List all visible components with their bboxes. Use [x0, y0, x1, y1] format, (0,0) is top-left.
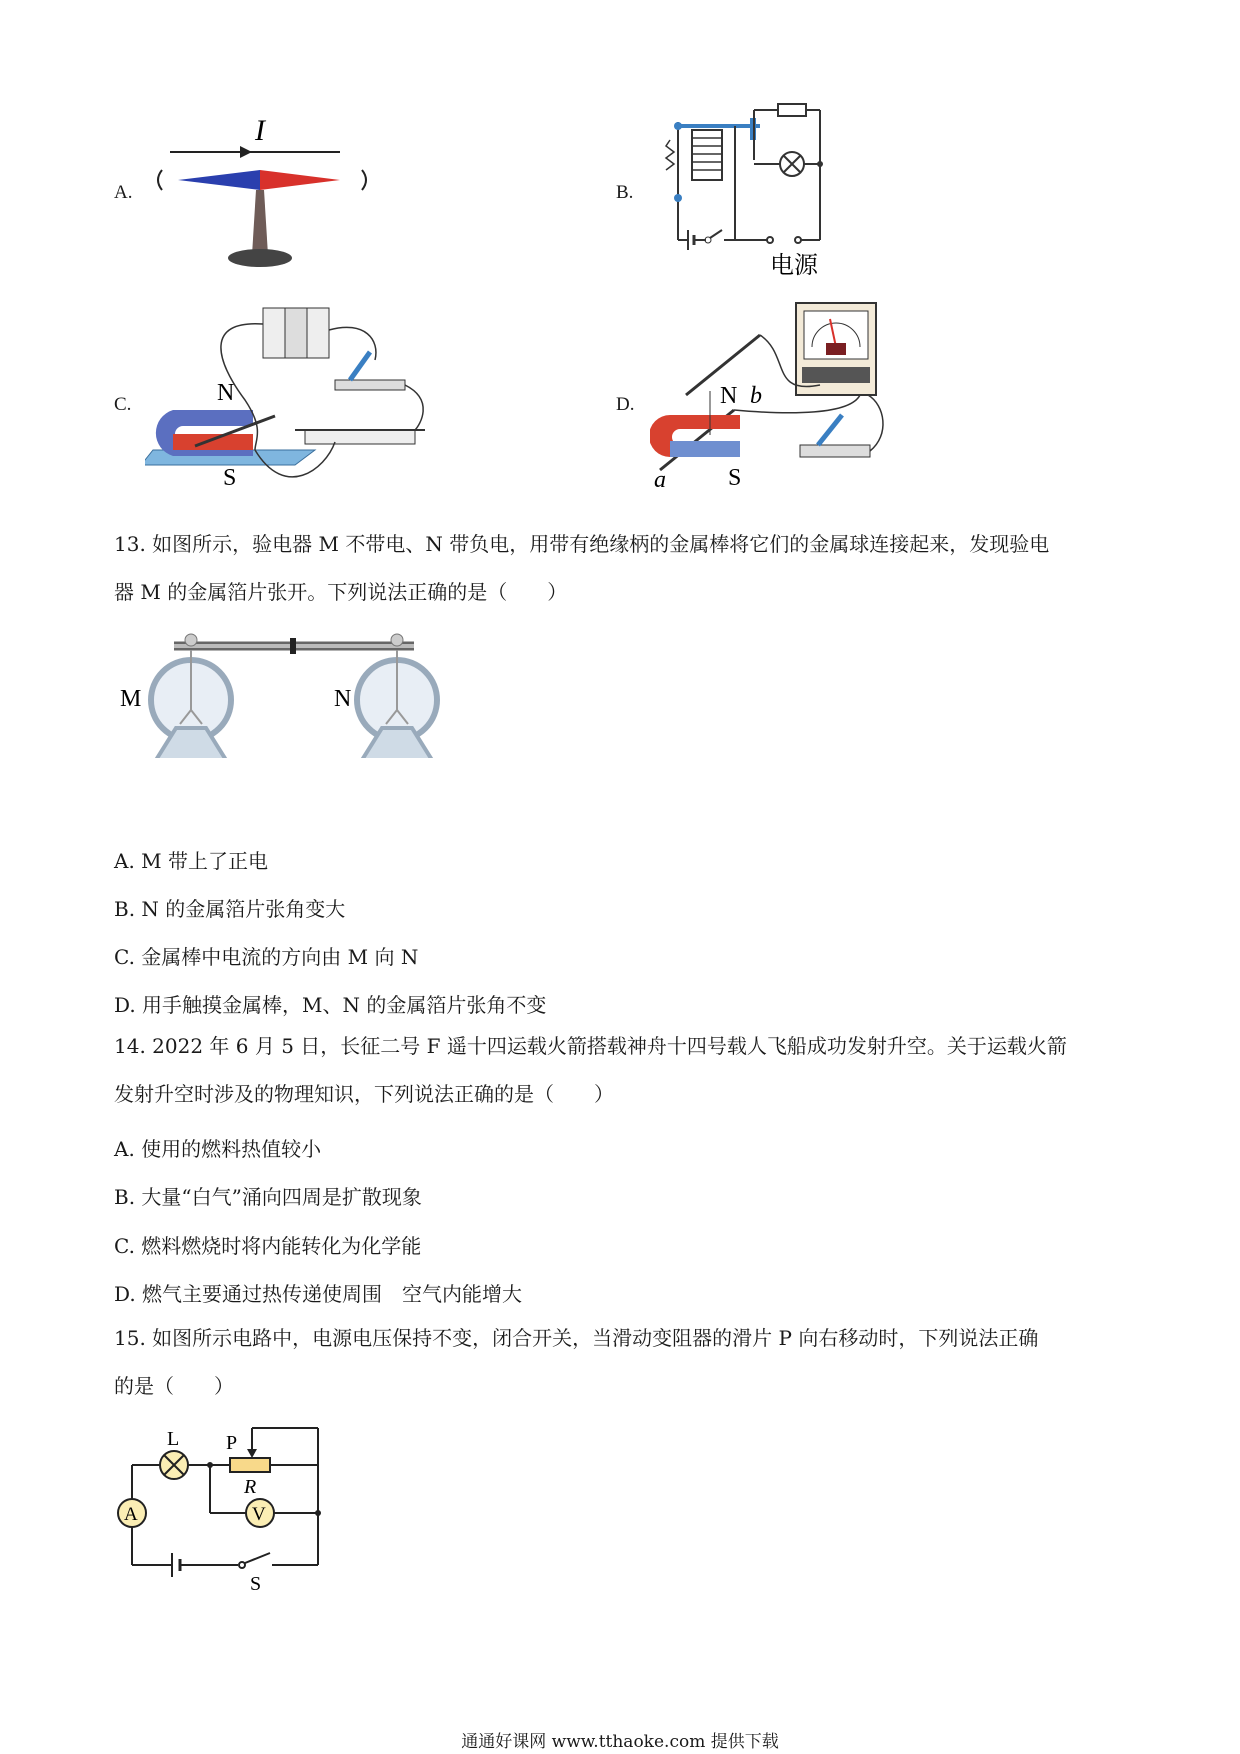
option-d-letter: D. [616, 394, 635, 415]
generator-pole-n: N [720, 383, 738, 409]
q14-option-a: A. 使用的燃料热值较小 [114, 1137, 322, 1161]
figure-generator-apparatus [650, 295, 890, 500]
pole-n-label: N [217, 380, 235, 406]
option-a-letter: A. [114, 182, 133, 203]
page-footer: 通通好课网 www.tthaoke.com 提供下载 [461, 1732, 779, 1752]
electroscope-n-label: N [334, 686, 352, 712]
wire-b-label: b [750, 383, 762, 409]
q14-stem-line2: 发射升空时涉及的物理知识，下列说法正确的是（ ） [114, 1082, 614, 1106]
generator-pole-s: S [728, 465, 742, 491]
q14-option-c: C. 燃料燃烧时将内能转化为化学能 [114, 1234, 422, 1258]
q13-option-a: A. M 带上了正电 [114, 849, 268, 873]
power-source-caption: 电源 [770, 253, 818, 279]
q14-option-d: D. 燃气主要通过热传递使周围 空气内能增大 [114, 1282, 523, 1306]
electroscope-m-label: M [120, 686, 142, 712]
slider-label: P [226, 1432, 238, 1454]
lamp-label: L [167, 1428, 180, 1450]
figure-motor-apparatus [145, 300, 445, 490]
figure-compass-under-wire [140, 100, 400, 280]
voltmeter-label: V [252, 1504, 266, 1525]
q13-option-d: D. 用手触摸金属棒，M、N 的金属箔片张角不变 [114, 993, 547, 1017]
option-c-letter: C. [114, 394, 132, 415]
q14-stem-line1: 14. 2022 年 6 月 5 日，长征二号 F 遥十四运载火箭搭载神舟十四号载人飞船成功发射升空。关于运载火箭 [114, 1034, 1067, 1058]
wire-a-label: a [654, 467, 666, 493]
q15-stem-line2: 的是（ ） [114, 1374, 234, 1398]
q13-stem-line2: 器 M 的金属箔片张开。下列说法正确的是（ ） [114, 580, 568, 604]
q15-stem-line1: 15. 如图所示电路中，电源电压保持不变，闭合开关，当滑动变阻器的滑片 P 向右移动时，下列说法正确 [114, 1326, 1039, 1350]
q13-option-c: C. 金属棒中电流的方向由 M 向 N [114, 945, 419, 969]
switch-label: S [250, 1573, 262, 1595]
q14-option-b: B. 大量“白气”涌向四周是扩散现象 [114, 1185, 422, 1209]
resistor-label: R [244, 1476, 257, 1498]
figure-circuit-diagram [112, 1425, 332, 1600]
figure-electroscopes [114, 628, 454, 758]
option-b-letter: B. [616, 182, 634, 203]
q13-option-b: B. N 的金属箔片张角变大 [114, 897, 346, 921]
figure-electromagnetic-relay [650, 100, 870, 280]
pole-s-label: S [223, 465, 237, 490]
current-label: I [255, 114, 265, 147]
q13-stem-line1: 13. 如图所示，验电器 M 不带电、N 带负电，用带有绝缘柄的金属棒将它们的金属球连接起来，发现验电 [114, 532, 1050, 556]
ammeter-label: A [124, 1504, 138, 1525]
